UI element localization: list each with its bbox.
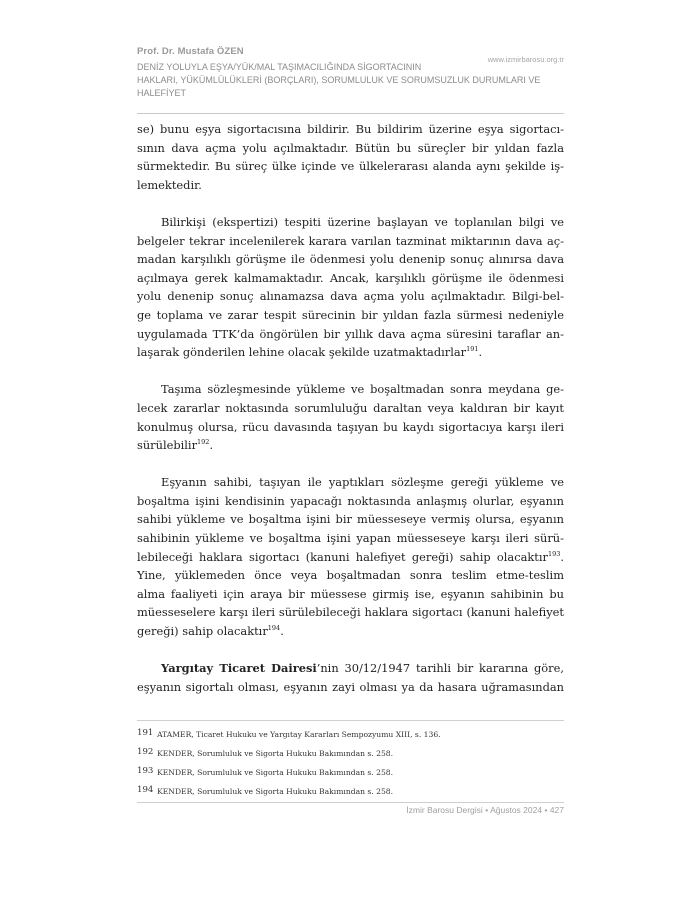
footnote-text: KENDER, Sorumluluk ve Sigorta Hukuku Bakımından s. 258. xyxy=(157,787,394,796)
text-line xyxy=(137,659,564,678)
footnote-ref[interactable]: 192 xyxy=(197,438,210,447)
paragraph xyxy=(137,659,564,696)
text-line: laşarak gönderilen lehine olacak şekilde uzatmaktadırlar$^{191}$. xyxy=(137,345,483,360)
text-line: Bilirkişi (ekspertizi) tespiti üzerine başlayan ve toplanılan bilgi ve xyxy=(161,214,564,229)
paragraph xyxy=(137,380,564,454)
footnote xyxy=(137,783,564,802)
footnote-text: KENDER, Sorumluluk ve Sigorta Hukuku Bakımından s. 258. xyxy=(157,749,394,758)
text-line: gereği) sahip olacaktır$^{194}$. xyxy=(137,624,284,639)
text-line: lemektedir. xyxy=(137,177,202,192)
footnote xyxy=(137,764,564,783)
footer-separator: • xyxy=(485,805,489,815)
footer-journal: İzmir Barosu Dergisi xyxy=(406,805,483,815)
text-line: sının dava açma yolu açılmaktadır. Bütün bu süreçler bir yıldan fazla xyxy=(137,140,564,155)
page-footer xyxy=(406,805,564,815)
footnotes xyxy=(137,726,564,802)
footnote-number: 191 xyxy=(137,728,154,738)
footnote-ref[interactable]: 193 xyxy=(547,549,561,558)
header-title-line: DENİZ YOLUYLA EŞYA/YÜK/MAL TAŞIMACILIĞINDA SİGORTACININ xyxy=(137,62,422,72)
text-line: Taşıma sözleşmesinde yükleme ve boşaltmadan sonra meydana ge- xyxy=(161,382,564,397)
text-line: belgeler tekrar incelenilerek karara varılan tazminat miktarının dava aç- xyxy=(137,233,564,248)
text-line: uygulamada TTK’da öngörülen bir yıllık dava açma süresini taraflar an- xyxy=(137,326,564,341)
text-line: sahibinin yükleme ve boşaltma işini yapan müesseseye karşı ileri sürü- xyxy=(137,531,564,546)
text-line: madan karşılıklı görüşme ile ödenmesi yolu denenip sonuç alınırsa dava xyxy=(137,252,564,267)
text-line: müesseselere karşı ileri sürülebileceği haklara sigortacı (kanuni halefiyet xyxy=(137,605,564,620)
text-line: alma faaliyeti için araya bir müessese girmiş ise, eşyanın sahibinin bu xyxy=(137,586,564,601)
header-title-line: HALEFİYET xyxy=(137,88,187,98)
text-span: ’nin 30/12/1947 tarihli bir kararına göre, xyxy=(316,661,564,676)
header-article-title xyxy=(137,61,557,100)
text-line: lecek zararlar noktasında sorumluluğu daraltan veya kaldıran bir kayıt xyxy=(137,400,564,415)
text-line: Yine, yüklemeden önce veya boşaltmadan sonra teslim etme-teslim xyxy=(137,568,564,583)
footnote-ref[interactable]: 194 xyxy=(267,624,281,633)
text-line: eşyanın sigortalı olması, eşyanın zayi olması ya da hasara uğramasından xyxy=(137,679,564,694)
text-line: yolu denenip sonuç alınamazsa dava açma yolu açılmaktadır. Bilgi-bel- xyxy=(137,289,564,304)
text-line: lebileceği haklara sigortacı (kanuni halefiyet gereği) sahip olacaktır$^{193}$. xyxy=(137,549,564,564)
footnote-text: ATAMER, Ticaret Hukuku ve Yargıtay Kararları Sempozyumu XIII, s. 136. xyxy=(157,730,441,739)
text-line: boşaltma işini kendisinin yapacağı noktasında anlaşmış olurlar, eşyanın xyxy=(137,493,564,508)
footer-divider xyxy=(137,802,564,803)
header-title-line: HAKLARI, YÜKÜMLÜLÜKLERİ (BORÇLARI), SORUMLULUK VE SORUMSUZLUK DURUMLARI VE xyxy=(137,75,541,85)
court-name: Yargıtay Ticaret Dairesi xyxy=(161,661,317,676)
footnote xyxy=(137,726,564,745)
paragraph xyxy=(137,473,564,640)
text-line: Eşyanın sahibi, taşıyan ile yaptıkları sözleşme gereği yükleme ve xyxy=(161,475,564,490)
paragraph xyxy=(137,120,564,194)
text-line: ge toplama ve zarar tespit sürecinin bir yıldan fazla sürmesi nedeniyle xyxy=(137,307,564,322)
text-line: konulmuş olursa, rücu davasında taşıyan bu kaydı sigortacıya karşı ileri xyxy=(137,419,564,434)
header-url[interactable]: www.izmirbarosu.org.tr xyxy=(487,55,564,64)
footer-separator: • xyxy=(544,805,548,815)
text-span: lebileceği haklara sigortacı (kanuni halefiyet gereği) sahip olacaktır xyxy=(137,549,548,564)
footer-date: Ağustos 2024 xyxy=(490,805,543,815)
header-divider xyxy=(137,113,564,114)
footnote-number: 193 xyxy=(137,766,154,776)
footnote-divider xyxy=(137,720,564,721)
text-line: açılmaya gerek kalmamaktadır. Ancak, karşılıklı görüşme ile ödenmesi xyxy=(137,270,564,285)
footnote-text: KENDER, Sorumluluk ve Sigorta Hukuku Bakımından s. 258. xyxy=(157,768,394,777)
footnote-number: 192 xyxy=(137,747,154,757)
footnote-number: 194 xyxy=(137,785,154,795)
text-line: sürülebilir$^{192}$. xyxy=(137,438,214,453)
header-author: Prof. Dr. Mustafa ÖZEN xyxy=(137,46,244,57)
text-line: sahibi yükleme ve boşaltma işini bir müesseseye vermiş olursa, eşyanın xyxy=(137,512,564,527)
text-line: sürmektedir. Bu süreç ülke içinde ve ülkelerarası alanda aynı şekilde iş- xyxy=(137,159,564,174)
text-span: sürülebilir xyxy=(137,438,198,453)
footnote xyxy=(137,745,564,764)
text-span: laşarak gönderilen lehine olacak şekilde uzatmaktadırlar xyxy=(137,345,467,360)
text-line: se) bunu eşya sigortacısına bildirir. Bu bildirim üzerine eşya sigortacı- xyxy=(137,122,564,136)
paragraph xyxy=(137,213,564,362)
footnote-ref[interactable]: 191 xyxy=(466,345,479,354)
text-span: gereği) sahip olacaktır xyxy=(137,624,268,639)
body-text xyxy=(137,120,564,696)
page-number: 427 xyxy=(549,805,564,815)
